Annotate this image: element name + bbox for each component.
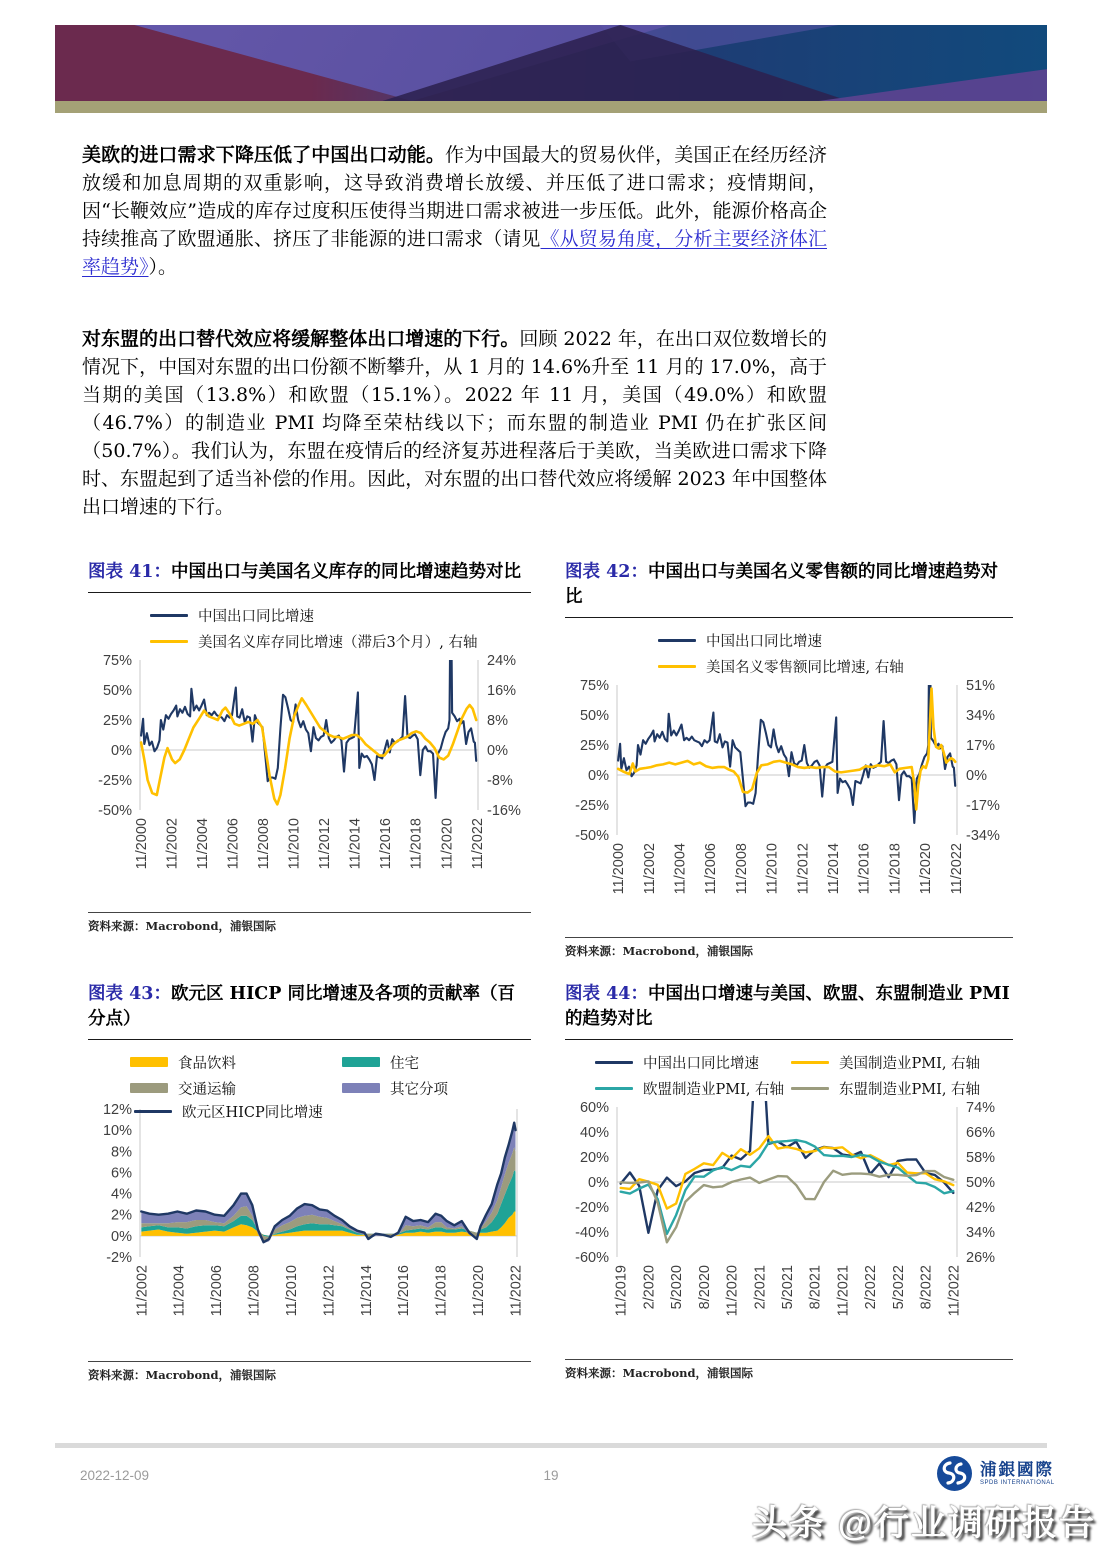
svg-text:11/2022: 11/2022 [946,1265,963,1317]
svg-text:11/2010: 11/2010 [283,1265,300,1317]
svg-text:75%: 75% [579,679,609,694]
spdb-logo-icon [936,1455,973,1492]
svg-text:11/2002: 11/2002 [641,843,658,895]
line-swatch-icon [595,1061,633,1064]
svg-text:11/2016: 11/2016 [856,843,873,895]
chart-number: 图表 44： [565,984,648,1004]
svg-text:16%: 16% [487,683,517,699]
line-swatch-icon [134,1110,172,1113]
chart-svg [565,679,1013,929]
legend-item: 欧元区HICP同比增速 [134,1101,323,1122]
svg-text:11/2018: 11/2018 [408,818,425,870]
legend-item: 交通运输 [130,1075,342,1101]
svg-text:11/2020: 11/2020 [724,1265,741,1317]
svg-text:34%: 34% [966,708,996,724]
svg-text:11/2012: 11/2012 [321,1265,338,1317]
svg-text:6%: 6% [111,1165,132,1182]
chart-number: 图表 41： [88,562,171,582]
svg-text:50%: 50% [579,708,609,724]
legend-item: 美国名义零售额同比增速, 右轴 [658,653,1013,679]
series-line [621,1101,954,1233]
chart-44-legend [595,1049,1013,1101]
svg-text:4%: 4% [111,1186,132,1203]
chart-43-plot-wrap [88,1101,531,1358]
svg-text:25%: 25% [102,713,132,729]
chart-title-text: 中国出口增速与美国、欧盟、东盟制造业 PMI 的趋势对比 [565,984,1010,1029]
svg-text:-2%: -2% [106,1250,132,1266]
svg-text:11/2002: 11/2002 [134,1265,151,1317]
svg-text:8/2020: 8/2020 [696,1265,713,1310]
svg-text:25%: 25% [579,738,609,754]
chart-source: 资料来源：Macrobond，浦银国际 [88,912,531,934]
series-line [141,698,476,804]
report-link[interactable]: 《从贸易角度，分析主要经济体汇率趋势》 [82,228,827,278]
svg-text:0%: 0% [111,743,132,759]
page-number: 19 [543,1468,559,1483]
chart-41-block [88,560,531,934]
svg-text:11/2008: 11/2008 [256,818,273,870]
legend-item: 住宅 [342,1049,531,1075]
chart-title-text: 中国出口与美国名义零售额的同比增速趋势对比 [565,562,998,607]
series-line [621,1140,954,1234]
svg-text:50%: 50% [102,683,132,699]
svg-text:-16%: -16% [487,803,521,819]
svg-text:11/2006: 11/2006 [225,818,242,870]
legend-item: 欧盟制造业PMI, 右轴 [595,1075,791,1101]
series-line [618,679,955,823]
svg-text:11/2006: 11/2006 [209,1265,226,1317]
svg-text:8/2022: 8/2022 [918,1265,935,1310]
series-line [618,689,955,810]
svg-text:11/2018: 11/2018 [433,1265,450,1317]
area-swatch-icon [342,1083,380,1093]
paragraph-lead: 对东盟的出口替代效应将缓解整体出口增速的下行。 [82,328,520,350]
svg-text:2/2022: 2/2022 [863,1265,880,1310]
chart-42-legend [658,627,1013,679]
svg-text:60%: 60% [579,1101,609,1116]
paragraph-body: 作为中国最大的贸易伙伴，美国正在经历经济放缓和加息周期的双重影响，这导致消费增长放缓、并压低了进口需求；疫情期间，因“长鞭效应”造成的库存过度积压使得当期进口需求被进一步压低。此外，能源价格高企持续推高了欧盟通胀、挤压了非能源的进口需求（请见 [82,144,827,250]
header-banner [55,25,1047,101]
chart-44-title [565,982,1013,1040]
chart-title-text: 中国出口与美国名义库存的同比增速趋势对比 [170,562,521,582]
area-swatch-icon [130,1057,168,1067]
watermark: 头条 @行业调研报告 [752,1504,1096,1543]
svg-text:24%: 24% [487,654,517,669]
svg-text:11/2014: 11/2014 [825,843,842,895]
chart-44-block [565,982,1013,1381]
chart-43-legend [130,1049,531,1101]
svg-text:11/2022: 11/2022 [508,1265,525,1317]
svg-text:66%: 66% [966,1125,996,1141]
svg-text:11/2008: 11/2008 [733,843,750,895]
svg-text:-17%: -17% [966,798,1000,814]
line-swatch-icon [658,639,696,642]
svg-text:-25%: -25% [98,773,132,789]
legend-item: 食品饮料 [130,1049,342,1075]
svg-text:11/2020: 11/2020 [918,843,935,895]
logo-name-cn: 浦銀國際 [980,1461,1054,1479]
svg-text:5/2022: 5/2022 [890,1265,907,1310]
chart-number: 图表 43： [88,984,171,1004]
svg-text:12%: 12% [102,1102,132,1118]
series-line [141,654,476,798]
svg-text:11/2020: 11/2020 [471,1265,488,1317]
svg-text:17%: 17% [966,738,996,754]
chart-41-title [88,560,531,593]
svg-text:11/2010: 11/2010 [764,843,781,895]
svg-text:11/2012: 11/2012 [317,818,334,870]
svg-text:0%: 0% [966,768,987,784]
line-swatch-icon [150,640,188,643]
svg-text:11/2000: 11/2000 [134,818,151,870]
chart-source: 资料来源：Macrobond，浦银国际 [565,937,1013,959]
svg-text:11/2014: 11/2014 [358,1265,375,1317]
legend-item: 其它分项 [342,1075,531,1101]
logo-name-en: SPDB INTERNATIONAL [980,1480,1055,1486]
svg-text:-25%: -25% [575,798,609,814]
paragraph-asean-substitution [82,325,827,521]
area-swatch-icon [130,1083,168,1093]
svg-text:11/2019: 11/2019 [613,1265,630,1317]
chart-number: 图表 42： [565,562,648,582]
chart-title-text: 欧元区 HICP 同比增速及各项的贡献率（百分点） [88,984,515,1029]
paragraph-lead: 美欧的进口需求下降压低了中国出口动能。 [82,144,445,166]
line-swatch-icon [595,1087,633,1090]
footer-divider [55,1443,1047,1448]
chart-43-block [88,982,531,1383]
legend-item: 中国出口同比增速 [150,602,531,628]
line-swatch-icon [658,665,696,668]
paragraph-body: 回顾 2022 年，在出口双位数增长的情况下，中国对东盟的出口份额不断攀升，从 1 月的 14.6%升至 11 月的 17.0%，高于当期的美国（13.8%）和欧盟（15.1%）。2022 年 11 月，美国（49.0%）和欧盟（46.7%）的制造业 PMI 均降至荣枯线以下；而东盟的制造业 PMI 仍在扩张区间（50.7%）。我们认为，东盟在疫情后的经济复苏进程落后于美欧，当美欧进口需求下降时、东盟起到了适当补偿的作用。因此，对东盟的出口替代效应将缓解 2023 年中国整体出口增速的下行。 [82,328,827,518]
svg-text:58%: 58% [966,1150,996,1166]
svg-text:11/2006: 11/2006 [703,843,720,895]
svg-text:11/2000: 11/2000 [611,843,628,895]
svg-text:74%: 74% [966,1101,996,1116]
svg-text:5/2021: 5/2021 [780,1265,796,1310]
svg-text:2/2021: 2/2021 [752,1265,769,1310]
chart-42-canvas [565,679,1013,934]
svg-text:11/2004: 11/2004 [672,843,689,895]
svg-text:-20%: -20% [575,1200,609,1216]
legend-item: 东盟制造业PMI, 右轴 [791,1075,1013,1101]
svg-text:51%: 51% [966,679,996,694]
legend-item: 中国出口同比增速 [658,627,1013,653]
svg-text:-50%: -50% [98,803,132,819]
spdb-logo-text [980,1461,1055,1486]
svg-text:11/2012: 11/2012 [795,843,812,895]
svg-text:11/2002: 11/2002 [164,818,181,870]
area-swatch-icon [342,1057,380,1067]
svg-text:11/2010: 11/2010 [286,818,303,870]
svg-text:11/2014: 11/2014 [347,818,364,870]
svg-text:8%: 8% [111,1144,132,1161]
chart-41-canvas [88,654,531,909]
chart-42-block [565,560,1013,959]
svg-text:11/2020: 11/2020 [439,818,456,870]
legend-item: 美国名义库存同比增速（滞后3个月）, 右轴 [150,628,531,654]
line-swatch-icon [791,1061,829,1064]
svg-text:11/2016: 11/2016 [378,818,395,870]
svg-text:34%: 34% [966,1225,996,1241]
chart-svg [88,1101,531,1353]
svg-text:8%: 8% [487,713,508,729]
svg-text:0%: 0% [588,1175,609,1191]
banner-olive-strip [55,101,1047,113]
line-swatch-icon [791,1087,829,1090]
svg-text:11/2022: 11/2022 [469,818,486,870]
chart-svg [565,1101,1013,1351]
svg-text:11/2008: 11/2008 [246,1265,263,1317]
spdb-logo [936,1455,1055,1492]
footer-date: 2022-12-09 [80,1468,150,1483]
paragraph-tail: ）。 [148,256,178,278]
legend-item: 中国出口同比增速 [595,1049,791,1075]
svg-text:11/2016: 11/2016 [396,1265,413,1317]
svg-text:0%: 0% [588,768,609,784]
svg-text:2/2020: 2/2020 [641,1265,658,1310]
svg-text:40%: 40% [579,1125,609,1141]
svg-text:42%: 42% [966,1200,996,1216]
chart-source: 资料来源：Macrobond，浦银国际 [88,1361,531,1383]
svg-text:26%: 26% [966,1250,996,1266]
svg-text:50%: 50% [966,1175,996,1191]
svg-text:5/2020: 5/2020 [669,1265,686,1310]
svg-text:20%: 20% [579,1150,609,1166]
svg-text:10%: 10% [102,1123,132,1140]
svg-text:2%: 2% [111,1207,132,1224]
svg-text:-34%: -34% [966,828,1000,844]
svg-text:11/2004: 11/2004 [171,1265,188,1317]
chart-43-title [88,982,531,1040]
svg-text:8/2021: 8/2021 [807,1265,824,1310]
svg-text:-8%: -8% [487,773,513,789]
svg-text:-40%: -40% [575,1225,609,1241]
chart-44-canvas [565,1101,1013,1356]
line-swatch-icon [150,614,188,617]
svg-text:-50%: -50% [575,828,609,844]
chart-41-legend [150,602,531,654]
svg-text:0%: 0% [487,743,508,759]
paragraph-us-eu-demand [82,141,827,281]
chart-svg [88,654,531,904]
chart-43-canvas [88,1101,531,1358]
chart-source: 资料来源：Macrobond，浦银国际 [565,1359,1013,1381]
svg-text:0%: 0% [111,1228,132,1245]
svg-text:-60%: -60% [575,1250,609,1266]
legend-item: 美国制造业PMI, 右轴 [791,1049,1013,1075]
chart-42-title [565,560,1013,618]
svg-text:11/2018: 11/2018 [887,843,904,895]
svg-text:11/2022: 11/2022 [948,843,965,895]
svg-text:11/2004: 11/2004 [195,818,212,870]
svg-text:75%: 75% [102,654,132,669]
svg-text:11/2021: 11/2021 [835,1265,852,1317]
